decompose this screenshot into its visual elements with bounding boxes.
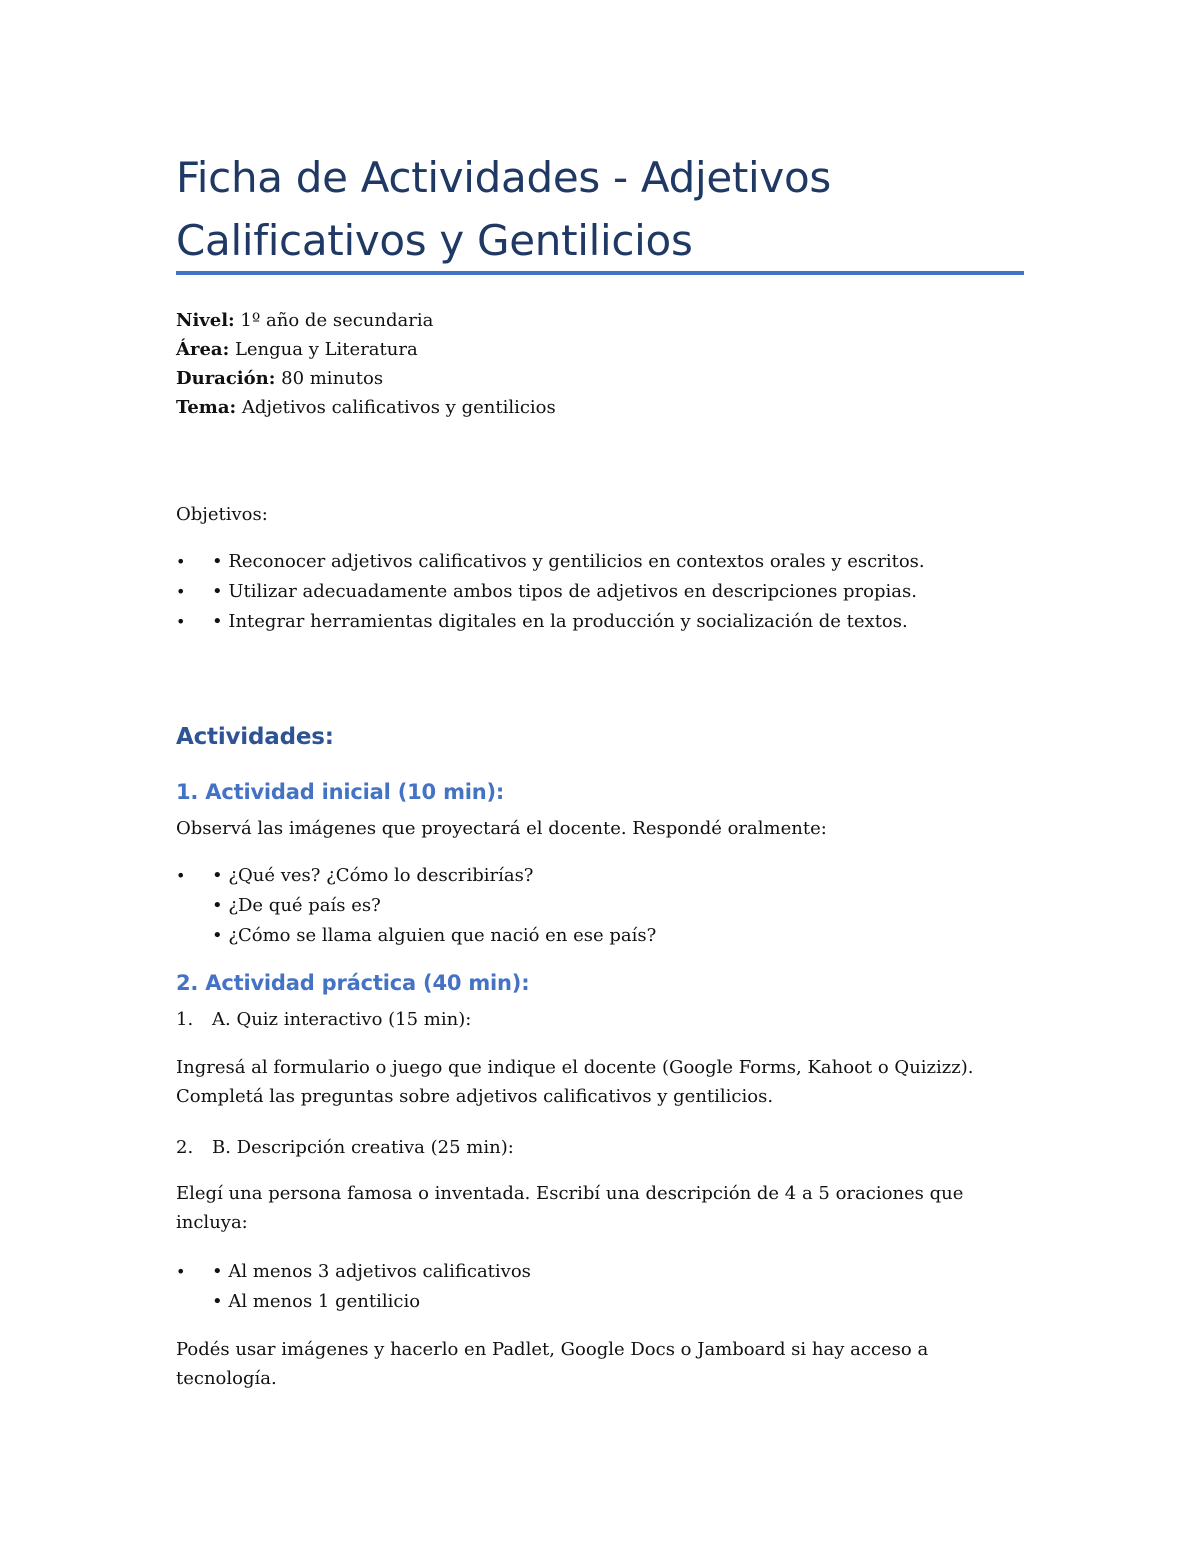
activity-1-instruction: Observá las imágenes que proyectará el docente. Respondé oralmente: [176,818,827,839]
activity-2-part-b-text: Elegí una persona famosa o inventada. Escribí una descripción de 4 a 5 oraciones que incluya: [176,1183,964,1233]
activity-1-heading: 1. Actividad inicial (10 min): [176,780,505,804]
document-title [176,146,1036,272]
meta-topic: Tema: Adjetivos calificativos y gentilicios [176,397,556,418]
document-page: Ficha de Actividades - Adjetivos Calificativos y Gentilicios Nivel: 1º año de secundaria Área: Lengua y Literatura Duración: 80 minutos Tema: Adjetivos calificativos y gentilicios Objetivos: • • Reconocer adjetivos calificativos y gentilicios en contextos orales y escritos. • • Utilizar adecuadamente ambos tipos de adjetivos en descripciones propias. • • Integrar herramientas digitales en la producción y socialización de textos. Actividades: 1. Actividad inicial (10 min): Observá las imágenes que proyectará el docente. Respondé oralmente: • • ¿Qué ves? ¿Cómo lo describirías? • ¿De qué país es? • ¿Cómo se llama alguien que nació en ese país? 2. Actividad práctica (40 min): 1. A. Quiz interactivo (15 min): Ingresá al formulario o juego que indique el docente (Google Forms, Kahoot o Quizizz). Completá las preguntas sobre adjetivos calificativos y gentilicios. 2. B. Descripción creativa (25 min): Elegí una persona famosa o inventada. Escribí una descripción de 4 a 5 oraciones que incluya: • • Al menos 3 adjetivos calificativos • Al menos 1 gentilicio Podés usar imágenes y hacerlo en Padlet, Google Docs o Jamboard si hay acceso a tecnología. [0,0,1200,1553]
objectives-label: Objetivos: [176,504,268,525]
meta-duration: Duración: 80 minutos [176,368,384,389]
title-underline-rule [176,271,1024,275]
title-line-1: Ficha de Actividades - Adjetivos [176,153,831,202]
activity-2-heading: 2. Actividad práctica (40 min): [176,971,530,995]
meta-area: Área: Lengua y Literatura [176,339,418,360]
bullet-icon: • [176,552,186,571]
bullet-icon: • [176,582,186,601]
activity-2-part-a-text: Ingresá al formulario o juego que indique el docente (Google Forms, Kahoot o Quizizz). Completá las preguntas sobre adjetivos calificativos y gentilicios. [176,1057,974,1107]
title-line-2: Calificativos y Gentilicios [176,216,693,265]
bullet-icon: • [176,1262,186,1281]
bullet-icon: • [176,866,186,885]
activities-heading: Actividades: [176,724,334,750]
activity-2-closing-text: Podés usar imágenes y hacerlo en Padlet, Google Docs o Jamboard si hay acceso a tecnología. [176,1339,929,1389]
meta-level: Nivel: 1º año de secundaria [176,310,434,331]
metadata-block [176,306,556,422]
bullet-icon: • [176,612,186,631]
